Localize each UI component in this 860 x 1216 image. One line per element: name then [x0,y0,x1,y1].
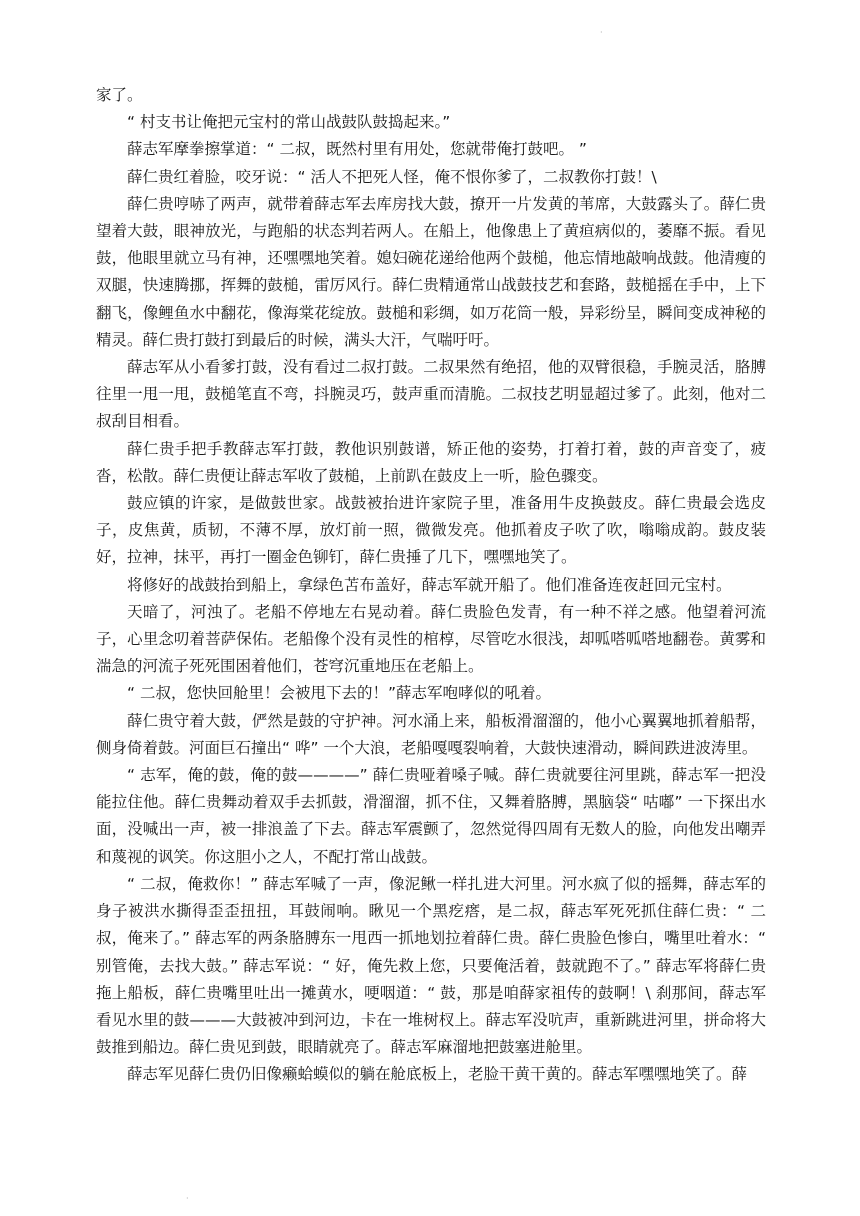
paragraph: “ 村支书让俺把元宝村的常山战鼓队鼓捣起来。” [127,113,451,132]
paragraph: 薛仁贵手把手教薛志军打鼓，教他识别鼓谱，矫正他的姿势，打着打着，鼓的声音变了，疲沓，松散。薛仁贵便让薛志军收了鼓槌，上前趴在鼓皮上一听，脸色骤变。 [96,439,766,485]
scan-mark: · [186,1194,189,1203]
scan-mark: · [600,28,603,37]
paragraph: 家了。 [96,86,143,104]
paragraph: 薛志军见薛仁贵仍旧像癞蛤蟆似的躺在舱底板上，老脸干黄干黄的。薛志军嘿嘿地笑了。薛 [127,1065,748,1084]
paragraph: “ 二叔，您快回舱里！会被甩下去的！”薛志军咆哮似的吼着。 [127,684,551,703]
paragraph: “ 二叔，俺救你！” 薛志军喊了一声，像泥鳅一样扎进大河里。河水疯了似的摇舞，薛志军的身子被洪水撕得歪歪扭扭，耳鼓闹响。瞅见一个黑疙瘩，是二叔，薛志军死死抓住薛仁贵：“ 二叔，俺来了。” 薛志军的两条胳膊东一甩西一抓地划拉着薛仁贵。薛仁贵脸色惨白，嘴里吐着水：“ 别管俺，去找大鼓。” 薛志军说：“ 好，俺先救上您，只要俺活着，鼓就跑不了。” 薛志军将薛仁贵拖上船板，薛仁贵嘴里吐出一摊黄水，哽咽道：“ 鼓，那是咱薛家祖传的鼓啊！\ 刹那间，薛志军看见水里的鼓———大鼓被冲到河边，卡在一堆树杈上。薛志军没吭声，重新跳进河里，拼命将大鼓推到船边。薛仁贵见到鼓，眼睛就亮了。薛志军麻溜地把鼓塞进舱里。 [96,874,766,1057]
article-body [96,82,766,1089]
paragraph: 薛志军从小看爹打鼓，没有看过二叔打鼓。二叔果然有绝招，他的双臂很稳，手腕灵活，胳膊往里一甩一甩，鼓槌笔直不弯，抖腕灵巧，鼓声重而清脆。二叔技艺明显超过爹了。此刻，他对二叔刮目相看。 [96,358,766,431]
paragraph: 将修好的战鼓抬到船上，拿绿色苫布盖好，薛志军就开船了。他们准备连夜赶回元宝村。 [127,575,732,594]
paragraph: 天暗了，河浊了。老船不停地左右晃动着。薛仁贵脸色发青，有一种不祥之感。他望着河流子，心里念叨着菩萨保佑。老船像个没有灵性的棺椁，尽管吃水很浅，却呱嗒呱嗒地翻卷。黄雾和湍急的河流子死死围困着他们，苍穹沉重地压在老船上。 [96,602,766,676]
paragraph: 薛志军摩拳擦掌道：“ 二叔，既然村里有用处，您就带俺打鼓吧。 ” [127,140,587,159]
paragraph: 鼓应镇的许家，是做鼓世家。战鼓被抬进许家院子里，准备用牛皮换鼓皮。薛仁贵最会选皮子，皮焦黄，质韧，不薄不厚，放灯前一照，微微发亮。他抓着皮子吹了吹，嗡嗡成韵。鼓皮装好，拉神，抹平，再打一圈金色铆钉，薛仁贵捶了几下，嘿嘿地笑了。 [96,494,766,567]
paragraph: 薛仁贵哼哧了两声，就带着薛志军去库房找大鼓，撩开一片发黄的苇席，大鼓露头了。薛仁贵望着大鼓，眼神放光，与跑船的状态判若两人。在船上，他像患上了黄疸病似的，萎靡不振。看见鼓，他眼里就立马有神，还嘿嘿地笑着。媳妇碗花递给他两个鼓槌，他忘情地敲响战鼓。他清瘦的双腿，快速腾挪，挥舞的鼓槌，雷厉风行。薛仁贵精通常山战鼓技艺和套路，鼓槌摇在手中，上下翻飞，像鲤鱼水中翻花，像海棠花绽放。鼓槌和彩绸，如万花筒一般，异彩纷呈，瞬间变成神秘的精灵。薛仁贵打鼓打到最后的时候，满头大汗，气喘吁吁。 [96,194,766,349]
paragraph: “ 志军，俺的鼓，俺的鼓————” 薛仁贵哑着嗓子喊。薛仁贵就要往河里跳，薛志军一把没能拉住他。薛仁贵舞动着双手去抓鼓，滑溜溜，抓不住，又舞着胳膊，黑脑袋“ 咕嘟” 一下探出水面，没喊出一声，被一排浪盖了下去。薛志军震颤了，忽然觉得四周有无数人的脸，向他发出嘲弄和蔑视的讽笑。你这胆小之人，不配打常山战鼓。 [96,766,766,866]
paragraph: 薛仁贵红着脸，咬牙说：“ 活人不把死人怪，俺不恨你爹了，二叔教你打鼓！\ [127,167,657,186]
paragraph: 薛仁贵守着大鼓，俨然是鼓的守护神。河水涌上来，船板滑溜溜的，他小心翼翼地抓着船帮，侧身倚着鼓。河面巨石撞出“ 哗” 一个大浪，老船嘎嘎裂响着，大鼓快速滑动，瞬间跌进波涛里。 [96,711,766,757]
